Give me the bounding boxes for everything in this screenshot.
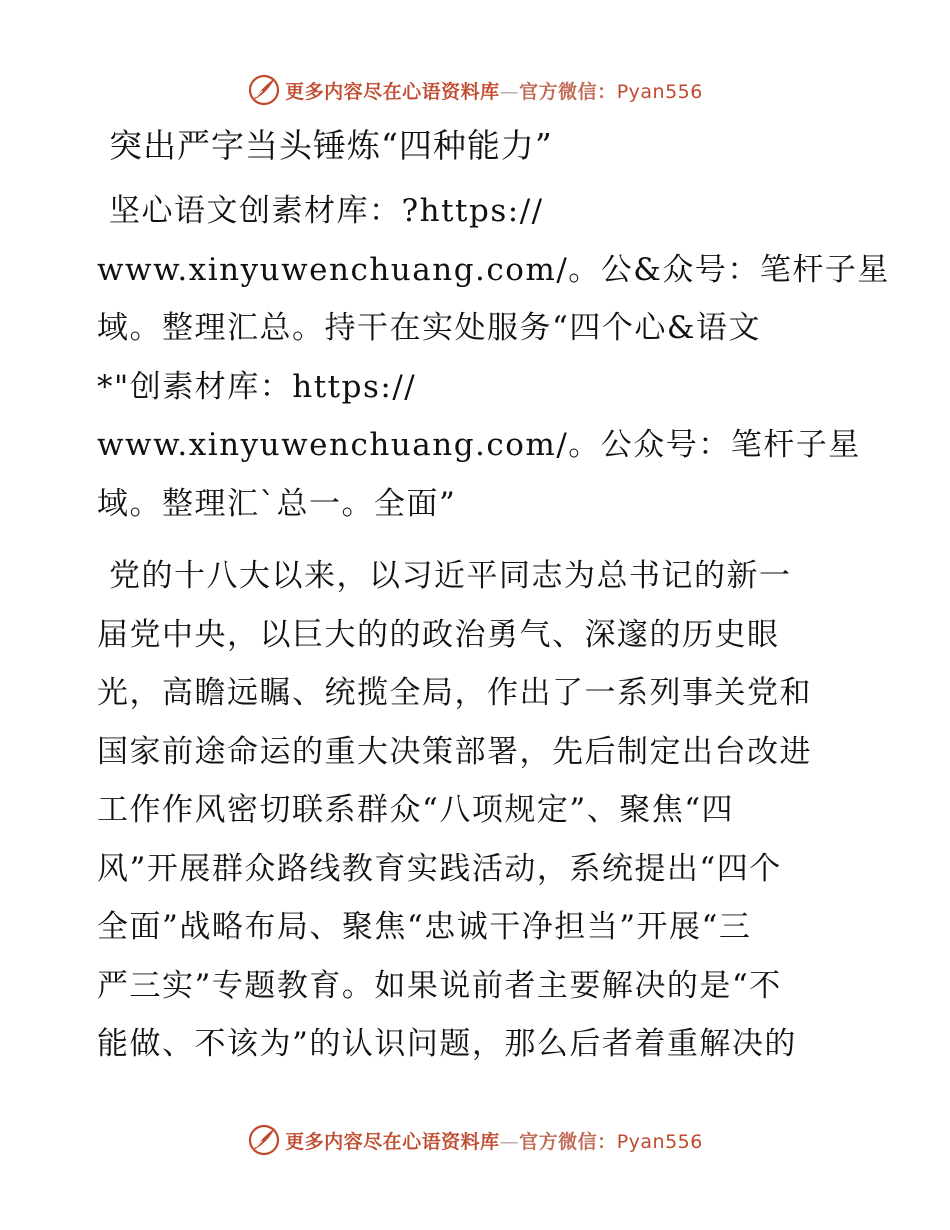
body-line: 风”开展群众路线教育实践活动，系统提出“四个 <box>97 850 782 887</box>
banner-library-text: 更多内容尽在心语资料库 <box>285 80 500 103</box>
body-line: 国家前途命运的重大决策部署，先后制定出台改进 <box>97 733 812 770</box>
banner-wechat-id: Pyan556 <box>616 1130 703 1153</box>
banner-wechat-id: Pyan556 <box>616 80 703 103</box>
body-line: 光，高瞻远瞩、统揽全局，作出了一系列事关党和 <box>97 675 812 711</box>
banner-wechat-label: 官方微信： <box>519 1130 617 1153</box>
banner-library-text: 更多内容尽在心语资料库 <box>285 1130 500 1153</box>
header-banner <box>0 70 950 110</box>
quill-logo-icon <box>247 73 281 107</box>
document-body <box>97 118 890 1074</box>
source-line: 域。整理汇总。持干在实处服务“四个心&语文 <box>97 310 761 346</box>
body-line: 能做、不该为”的认识问题，那么后者着重解决的 <box>97 1026 797 1062</box>
banner-dash: — <box>499 1130 520 1153</box>
body-line: 全面”战略布局、聚焦“忠诚干净担当”开展“三 <box>97 909 752 945</box>
banner-dash: — <box>499 80 520 103</box>
banner-text <box>285 77 703 104</box>
page-title: 突出严字当头锤炼“四种能力” <box>109 126 553 165</box>
quill-logo-icon <box>247 1123 281 1157</box>
body-line: 工作作风密切联系群众“八项规定”、聚焦“四 <box>97 792 735 828</box>
body-paragraph <box>97 547 857 1074</box>
banner-text <box>285 1127 703 1154</box>
body-line: 届党中央，以巨大的的政治勇气、深邃的历史眼 <box>97 616 780 653</box>
body-line: 严三实”专题教育。如果说前者主要解决的是“不 <box>97 967 782 1004</box>
footer-banner <box>0 1120 950 1160</box>
body-line: 党的十八大以来，以习近平同志为总书记的新一 <box>109 558 792 594</box>
banner-wechat-label: 官方微信： <box>519 80 617 103</box>
source-paragraph <box>97 182 890 533</box>
source-line: www.xinyuwenchuang.com/。公&众号：笔杆子星 <box>97 251 890 288</box>
source-line: www.xinyuwenchuang.com/。公众号：笔杆子星 <box>97 427 861 463</box>
source-line: 坚心语文创素材库：?https:// <box>109 193 544 229</box>
source-line: 域。整理汇`总一。全面” <box>97 485 457 522</box>
source-line: *"创素材库：https:// <box>97 368 417 405</box>
